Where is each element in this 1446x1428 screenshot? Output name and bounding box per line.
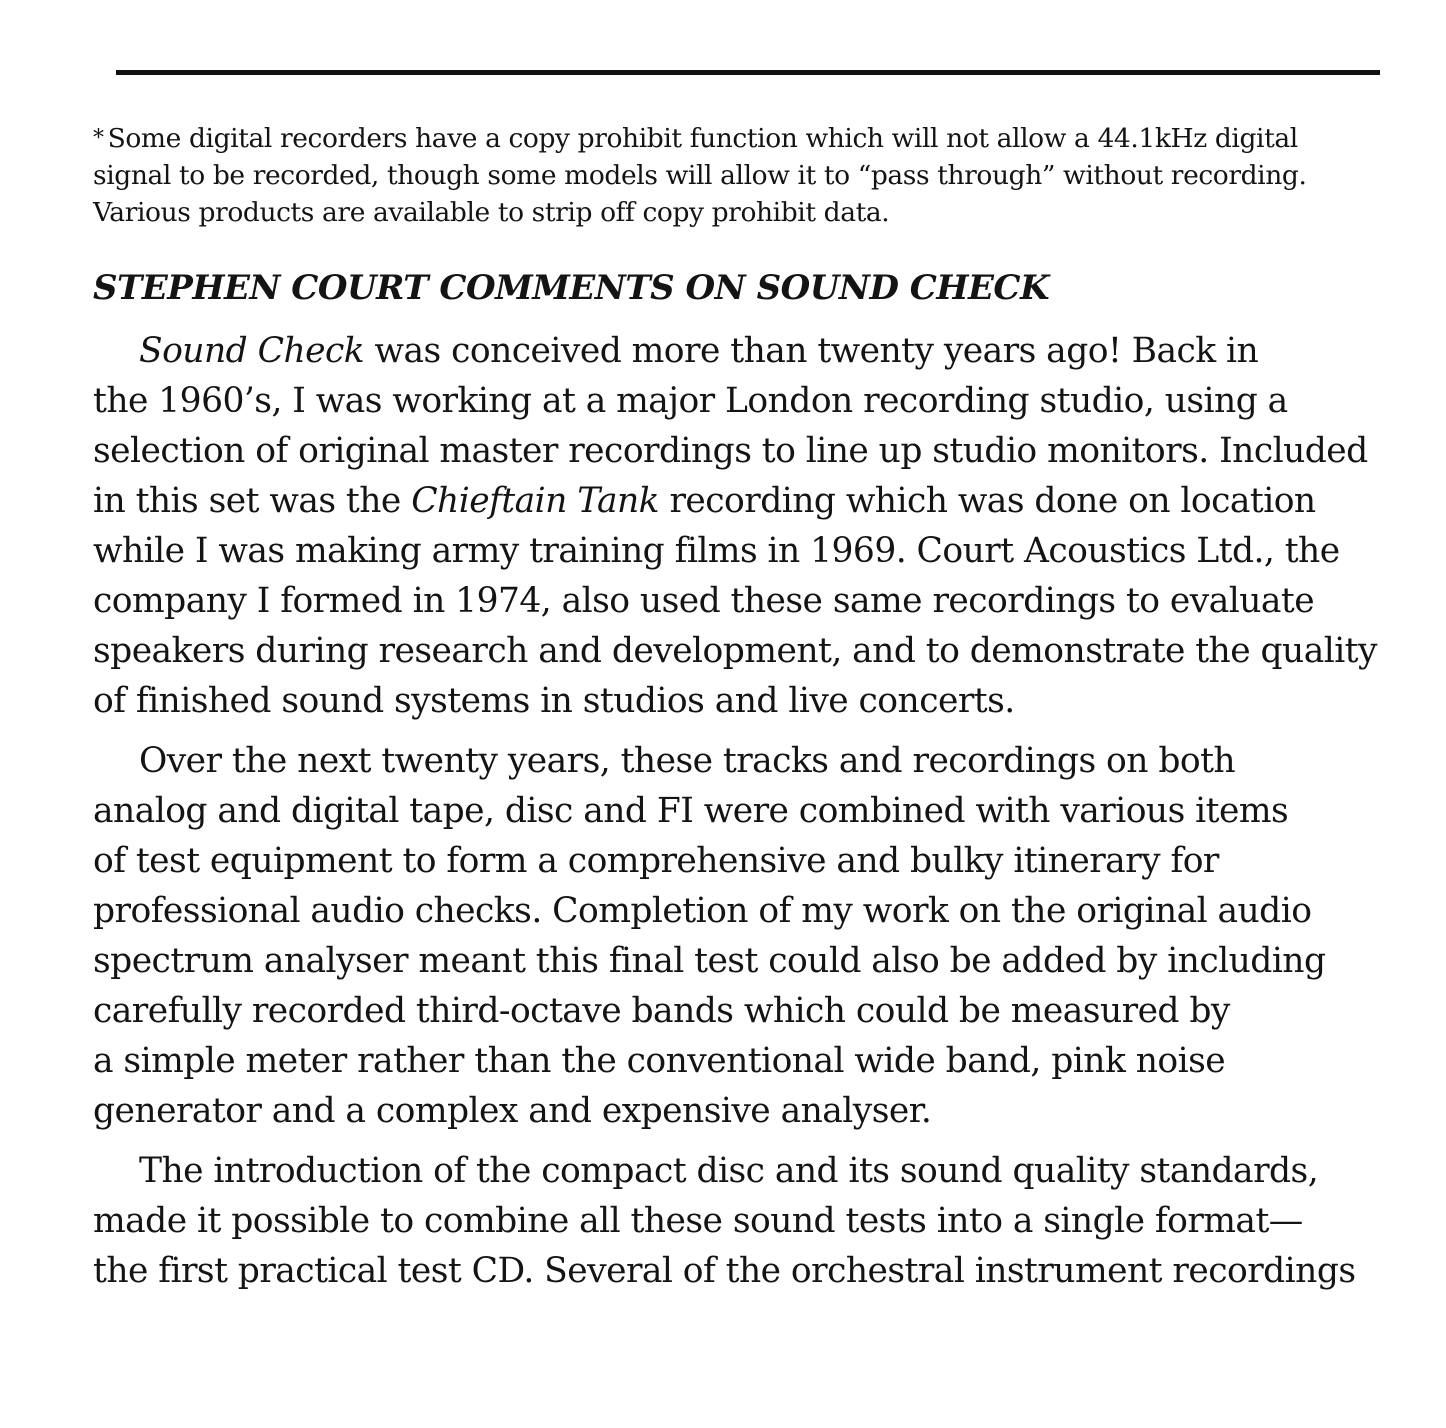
paragraph-line: company I formed in 1974, also used these same recordings to evaluate: [93, 581, 1315, 621]
paragraph-line: of finished sound systems in studios and live concerts.: [93, 681, 1015, 721]
italic-title: Chieftain Tank: [411, 481, 660, 521]
paragraph-line: professional audio checks. Completion of my work on the original audio: [93, 891, 1312, 931]
paragraph-line: Over the next twenty years, these tracks and recordings on both: [139, 741, 1236, 781]
paragraph-line: while I was making army training films in 1969. Court Acoustics Ltd., the: [93, 531, 1340, 571]
paragraph-line: carefully recorded third-octave bands which could be measured by: [93, 991, 1230, 1031]
paragraph-3: [93, 1146, 1383, 1296]
footnote-line: signal to be recorded, though some models will allow it to “pass through” without recording.: [93, 160, 1307, 191]
paragraph-line: spectrum analyser meant this final test could also be added by including: [93, 941, 1326, 981]
top-rule: [116, 70, 1380, 75]
paragraph-line: a simple meter rather than the conventional wide band, pink noise: [93, 1041, 1226, 1081]
italic-title: Sound Check: [139, 331, 365, 371]
footnote: [93, 120, 1353, 231]
paragraph-line: analog and digital tape, disc and FI were combined with various items: [93, 791, 1289, 831]
paragraph-line: the first practical test CD. Several of the orchestral instrument recordings: [93, 1251, 1356, 1291]
paragraph-line: made it possible to combine all these sound tests into a single format—: [93, 1201, 1303, 1241]
paragraph-line: of test equipment to form a comprehensive and bulky itinerary for: [93, 841, 1219, 881]
paragraph-line: selection of original master recordings to line up studio monitors. Included: [93, 431, 1368, 471]
paragraph-1: [93, 326, 1383, 726]
footnote-marker: *: [93, 126, 104, 151]
paragraph-line: in this set was the Chieftain Tank recording which was done on location: [93, 481, 1316, 521]
paragraph-line: generator and a complex and expensive analyser.: [93, 1091, 932, 1131]
paragraph-line: Sound Check was conceived more than twenty years ago! Back in: [139, 331, 1259, 371]
paragraph-line: speakers during research and development, and to demonstrate the quality: [93, 631, 1377, 671]
paragraph-line: The introduction of the compact disc and its sound quality standards,: [139, 1151, 1319, 1191]
footnote-line: Various products are available to strip off copy prohibit data.: [93, 197, 890, 228]
section-heading: STEPHEN COURT COMMENTS ON SOUND CHECK: [93, 268, 1050, 308]
paragraph-2: [93, 736, 1383, 1136]
footnote-line: * Some digital recorders have a copy prohibit function which will not allow a 44.1kHz digital: [93, 123, 1298, 154]
paragraph-line: the 1960’s, I was working at a major London recording studio, using a: [93, 381, 1288, 421]
